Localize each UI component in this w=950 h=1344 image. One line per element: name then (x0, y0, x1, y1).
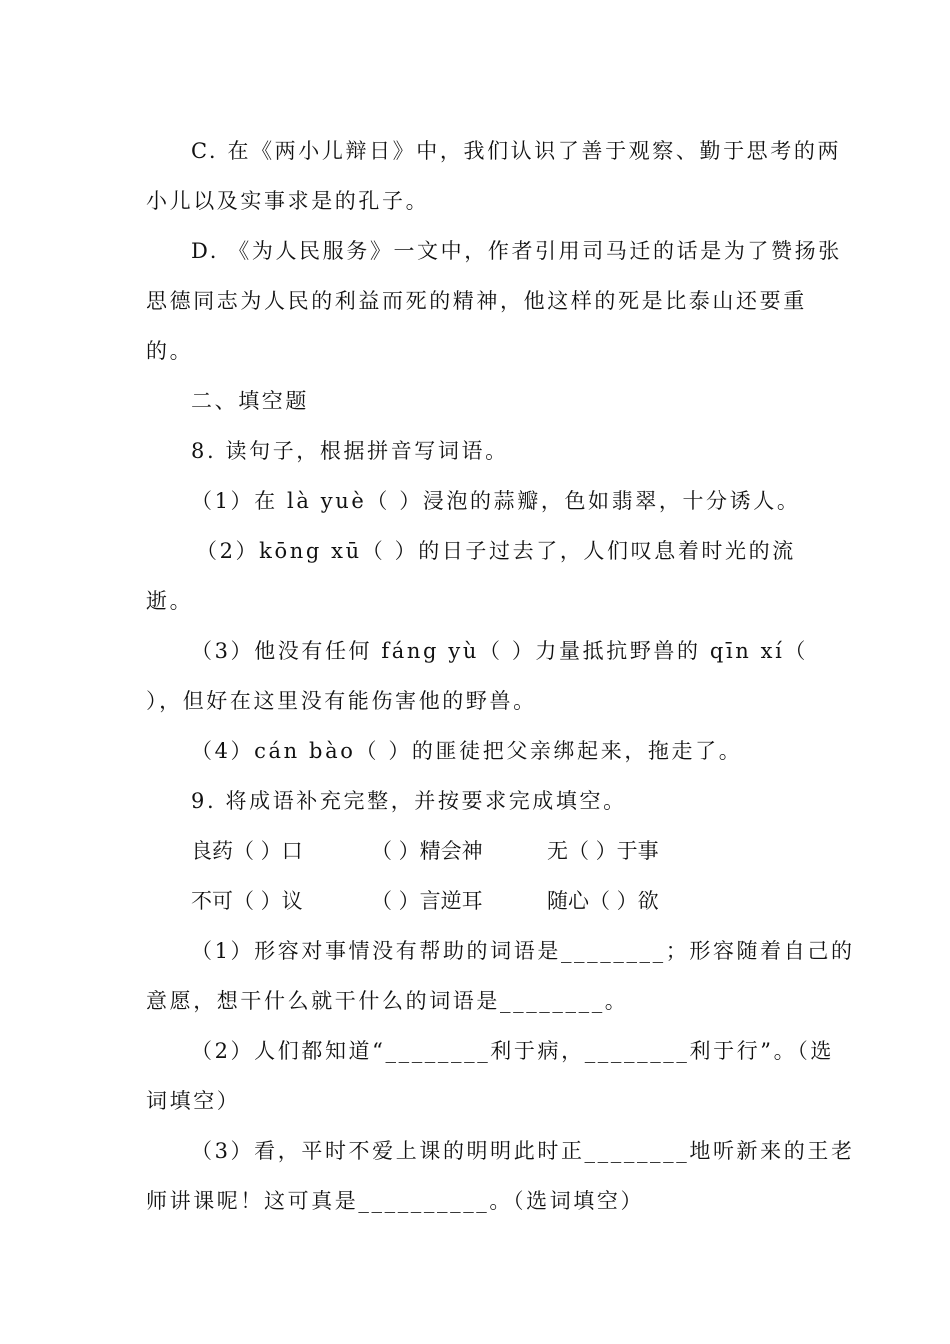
q8-item-2-line-1: （2）kōng xū（ ）的日子过去了，人们叹息着时光的流 (196, 539, 796, 563)
q8-item-3-line-1: （3）他没有任何 fáng yù（ ）力量抵抗野兽的 qīn xí（ (191, 639, 809, 663)
question-8-title: 8. 读句子，根据拼音写词语。 (191, 439, 509, 463)
idiom-4: 不可（ ）议 (191, 889, 303, 913)
question-9-title: 9. 将成语补充完整，并按要求完成填空。 (191, 789, 627, 813)
q9-item-2-line-2: 词填空） (146, 1089, 241, 1113)
q8-item-3-line-2: ），但好在这里没有能伤害他的野兽。 (146, 689, 537, 713)
option-d-line-3: 的。 (146, 339, 194, 363)
q9-item-3-line-1: （3）看，平时不爱上课的明明此时正________地听新来的王老 (191, 1139, 855, 1163)
idiom-row-2 (191, 888, 751, 914)
q9-item-1-line-2: 意愿，想干什么就干什么的词语是________。 (146, 989, 629, 1013)
q8-item-1: （1）在 là yuè（ ）浸泡的蒜瓣，色如翡翠，十分诱人。 (191, 489, 801, 513)
idiom-6: 随心（ ）欲 (547, 889, 659, 913)
q8-item-2-line-2: 逝。 (146, 589, 194, 613)
q9-item-1-line-1: （1）形容对事情没有帮助的词语是________；形容随着自己的 (191, 939, 855, 963)
q9-item-3-line-2: 师讲课呢！这可真是__________。（选词填空） (146, 1189, 645, 1213)
idiom-3: 无（ ）于事 (547, 839, 659, 863)
option-d-line-2: 思德同志为人民的利益而死的精神，他这样的死是比泰山还要重 (146, 289, 807, 313)
option-d-line-1: D. 《为人民服务》一文中，作者引用司马迁的话是为了赞扬张 (191, 239, 842, 263)
q8-item-4: （4）cán bào（ ）的匪徒把父亲绑起来，拖走了。 (191, 739, 743, 763)
idiom-5: （ ）言逆耳 (371, 889, 483, 913)
idiom-2: （ ）精会神 (371, 839, 483, 863)
option-c-line-2: 小儿以及实事求是的孔子。 (146, 189, 430, 213)
idiom-1: 良药（ ）口 (191, 839, 303, 863)
q9-item-2-line-1: （2）人们都知道“________利于病，________利于行”。（选 (191, 1039, 834, 1063)
section-heading: 二、填空题 (191, 389, 309, 413)
idiom-row-1 (191, 838, 751, 864)
option-c-line-1: C. 在《两小儿辩日》中，我们认识了善于观察、勤于思考的两 (191, 139, 842, 163)
